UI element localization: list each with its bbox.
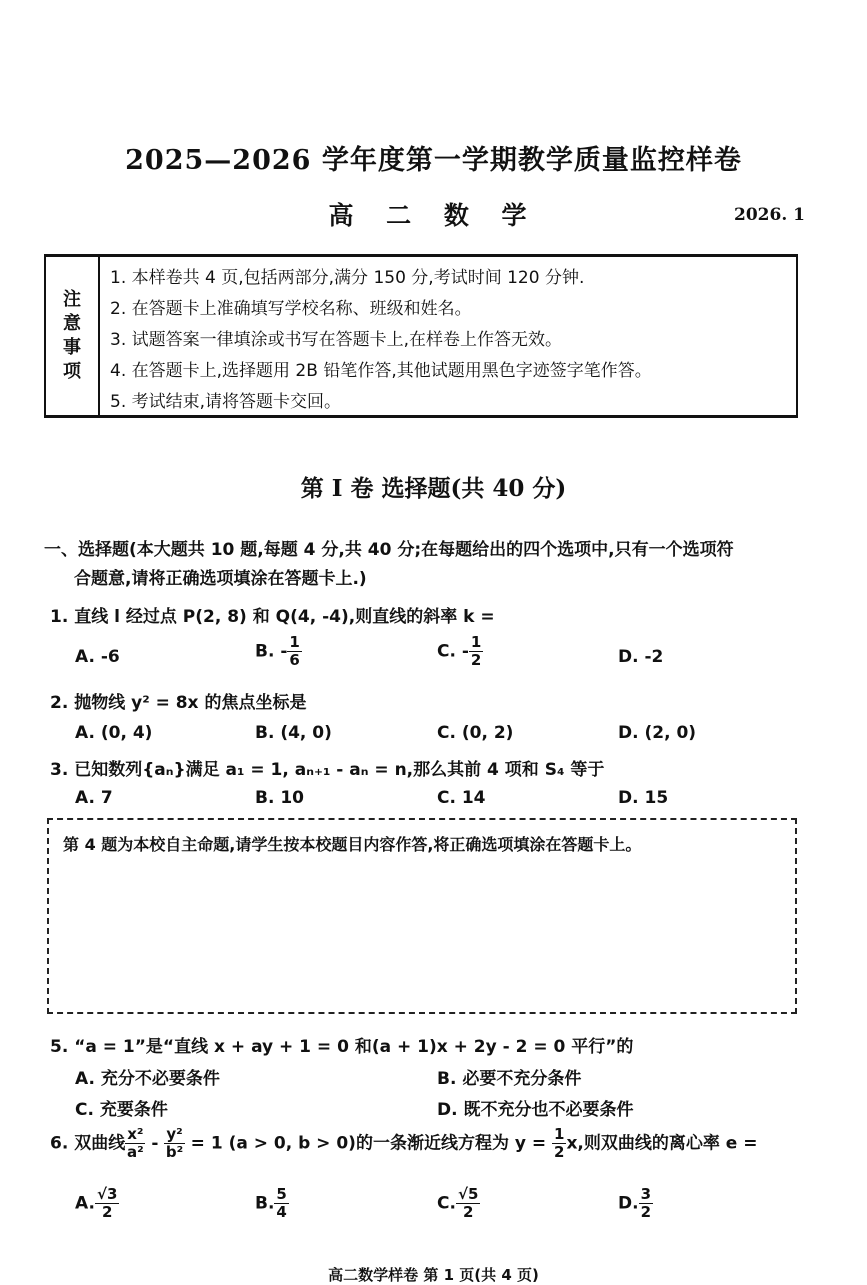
notice-box [44, 254, 798, 418]
notice-item: 1. 本样卷共 4 页,包括两部分,满分 150 分,考试时间 120 分钟. [110, 268, 585, 288]
q1-option-d: D. -2 [618, 647, 664, 667]
fraction [469, 634, 483, 669]
q6-option-c [437, 1186, 480, 1221]
q1-option-a: A. -6 [75, 647, 120, 667]
fraction [456, 1186, 480, 1221]
option-prefix: D. [618, 1193, 639, 1214]
fraction-denominator: 2 [462, 1203, 474, 1221]
notice-item: 5. 考试结束,请将答题卡交回。 [110, 392, 342, 412]
q2-option-a: A. (0, 4) [75, 723, 153, 743]
fraction-denominator: b² [165, 1143, 184, 1161]
fraction [552, 1126, 566, 1161]
fraction-numerator: 1 [470, 633, 482, 651]
question-2-stem: 2. 抛物线 y² = 8x 的焦点坐标是 [50, 693, 307, 713]
q1-option-c [437, 634, 483, 669]
notice-label-char: 意 [63, 313, 81, 334]
option-prefix: C. - [437, 641, 469, 662]
question-5-stem: 5. “a = 1”是“直线 x + ay + 1 = 0 和(a + 1)x + 2y - 2 = 0 平行”的 [50, 1037, 634, 1057]
subject-title: 高 二 数 学 [328, 201, 539, 230]
question-6-stem [50, 1126, 840, 1161]
q5-option-a: A. 充分不必要条件 [75, 1069, 220, 1089]
section-title: 第 I 卷 选择题(共 40 分) [300, 475, 567, 502]
fraction-numerator: √3 [96, 1185, 118, 1203]
fraction-denominator: 2 [470, 651, 482, 669]
q6-stem-end: x,则双曲线的离心率 e = [566, 1133, 758, 1154]
instructions-line: 合题意,请将正确选项填涂在答题卡上.) [74, 569, 367, 589]
q3-option-a: A. 7 [75, 788, 113, 808]
school-question-note: 第 4 题为本校自主命题,请学生按本校题目内容作答,将正确选项填涂在答题卡上。 [63, 835, 642, 854]
fraction-denominator: 2 [101, 1203, 113, 1221]
fraction-denominator: 2 [640, 1203, 652, 1221]
exam-date: 2026. 1 [734, 205, 805, 225]
notice-label-char: 注 [63, 289, 81, 310]
notice-item: 3. 试题答案一律填涂或书写在答题卡上,在样卷上作答无效。 [110, 330, 563, 350]
option-prefix: C. [437, 1193, 456, 1214]
q3-option-c: C. 14 [437, 788, 486, 808]
fraction-denominator: 6 [289, 651, 300, 669]
q2-option-b: B. (4, 0) [255, 723, 332, 743]
fraction-denominator: a² [126, 1143, 144, 1161]
fraction-numerator: x² [127, 1125, 144, 1143]
q6-option-b [255, 1186, 289, 1221]
fraction-numerator: 3 [640, 1185, 652, 1203]
q1-option-b [255, 634, 302, 669]
fraction-numerator: 1 [289, 633, 300, 651]
question-1-stem: 1. 直线 l 经过点 P(2, 8) 和 Q(4, -4),则直线的斜率 k = [50, 607, 495, 627]
fraction [274, 1186, 288, 1221]
page-footer: 高二数学样卷 第 1 页(共 4 页) [328, 1266, 539, 1284]
notice-label [46, 257, 100, 415]
fraction [287, 634, 301, 669]
fraction [125, 1126, 145, 1161]
fraction-numerator: 5 [276, 1185, 287, 1203]
q6-option-d [618, 1186, 653, 1221]
school-question-box [47, 818, 797, 1014]
fraction [639, 1186, 653, 1221]
q6-stem-mid: = 1 (a > 0, b > 0)的一条渐近线方程为 y = [184, 1133, 553, 1154]
notice-items [100, 257, 796, 415]
fraction [95, 1186, 119, 1221]
q2-option-c: C. (0, 2) [437, 723, 514, 743]
q5-option-d: D. 既不充分也不必要条件 [437, 1100, 634, 1120]
fraction [164, 1126, 184, 1161]
option-prefix: A. [75, 1193, 95, 1214]
option-prefix: B. - [255, 641, 288, 662]
notice-label-char: 事 [63, 337, 81, 358]
fraction-numerator: 1 [554, 1125, 565, 1143]
q3-option-d: D. 15 [618, 788, 669, 808]
fraction-numerator: √5 [457, 1185, 479, 1203]
q3-option-b: B. 10 [255, 788, 304, 808]
notice-label-char: 项 [63, 361, 81, 382]
q5-option-c: C. 充要条件 [75, 1100, 168, 1120]
notice-item: 2. 在答题卡上准确填写学校名称、班级和姓名。 [110, 299, 472, 319]
q5-option-b: B. 必要不充分条件 [437, 1069, 582, 1089]
question-3-stem: 3. 已知数列{aₙ}满足 a₁ = 1, aₙ₊₁ - aₙ = n,那么其前 4 项和 S₄ 等于 [50, 760, 605, 780]
q6-option-a [75, 1186, 119, 1221]
fraction-denominator: 2 [554, 1143, 565, 1161]
option-prefix: B. [255, 1193, 275, 1214]
fraction-numerator: y² [166, 1125, 183, 1143]
instructions-line: 一、选择题(本大题共 10 题,每题 4 分,共 40 分;在每题给出的四个选项中,只有一个选项符 [44, 540, 734, 560]
q2-option-d: D. (2, 0) [618, 723, 697, 743]
q6-minus: - [145, 1133, 165, 1154]
exam-title: 2025—2026 学年度第一学期教学质量监控样卷 [125, 145, 742, 176]
q6-stem-start: 6. 双曲线 [50, 1133, 126, 1154]
notice-item: 4. 在答题卡上,选择题用 2B 铅笔作答,其他试题用黑色字迹签字笔作答。 [110, 361, 652, 381]
section-instructions [44, 536, 814, 594]
fraction-denominator: 4 [276, 1203, 287, 1221]
